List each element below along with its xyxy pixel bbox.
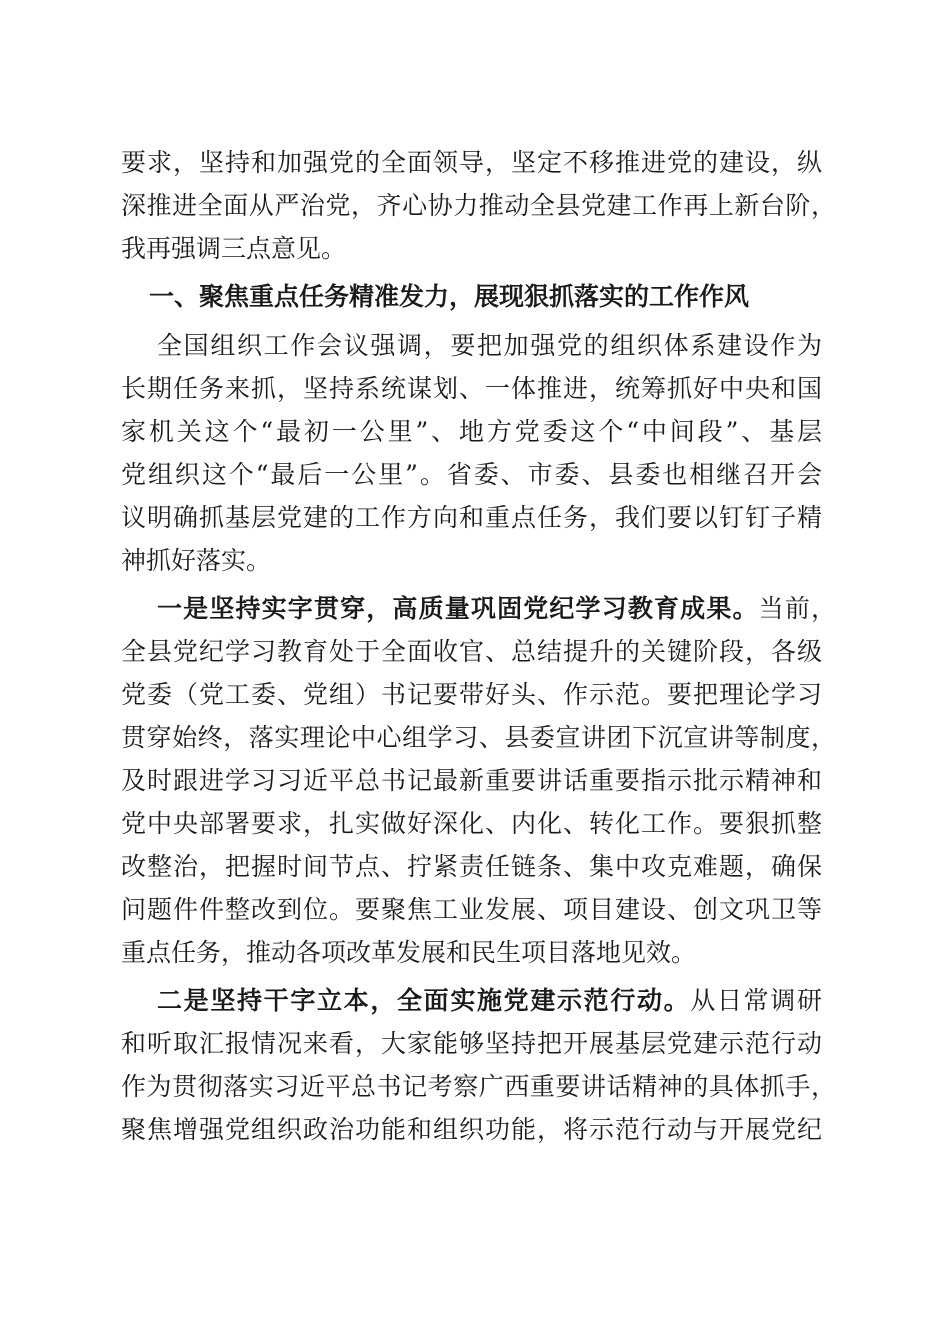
text-line: 深推进全面从严治党，齐心协力推动全县党建工作再上新台阶，	[121, 191, 836, 220]
text-line: 党中央部署要求，扎实做好深化、内化、转化工作。要狠抓整	[121, 809, 822, 838]
text-line: 聚焦增强党组织政治功能和组织功能，将示范行动与开展党纪	[121, 1115, 822, 1144]
text-line: 作为贯彻落实习近平总书记考察广西重要讲话精神的具体抓手，	[121, 1072, 836, 1101]
paragraph	[121, 141, 836, 270]
text-line: 神抓好落实。	[121, 546, 272, 575]
paragraph-lead: 二是坚持干字立本，全面实施党建示范行动。	[157, 986, 691, 1015]
paragraph-lead: 一是坚持实字贯穿，高质量巩固党纪学习教育成果。	[157, 594, 759, 623]
document-page	[121, 141, 836, 1156]
text-line: 长期任务来抓，坚持系统谋划、一体推进，统筹抓好中央和国	[121, 374, 822, 403]
text-line: 我再强调三点意见。	[121, 234, 347, 263]
text-line	[121, 979, 822, 1022]
text-line: 和听取汇报情况来看，大家能够坚持把开展基层党建示范行动	[121, 1029, 822, 1058]
text-line: 家机关这个“最初一公里”、地方党委这个“中间段”、基层	[121, 417, 822, 446]
paragraph-text: 当前，	[758, 594, 836, 623]
text-line: 党委（党工委、党组）书记要带好头、作示范。要把理论学习	[121, 680, 822, 709]
text-line: 一、聚焦重点任务精准发力，展现狠抓落实的工作作风	[149, 282, 750, 311]
paragraph	[121, 587, 836, 974]
text-line: 及时跟进学习习近平总书记最新重要讲话重要指示批示精神和	[121, 766, 822, 795]
text-line: 党组织这个“最后一公里”。省委、市委、县委也相继召开会	[121, 460, 822, 489]
text-line: 全国组织工作会议强调，要把加强党的组织体系建设作为	[157, 331, 822, 360]
section-heading	[121, 275, 822, 318]
paragraph-text: 从日常调研	[690, 986, 822, 1015]
text-line	[121, 587, 836, 630]
paragraph	[121, 324, 822, 582]
text-line: 议明确抓基层党建的工作方向和重点任务，我们要以钉钉子精	[121, 503, 822, 532]
paragraph	[121, 979, 836, 1151]
text-line: 改整治，把握时间节点、拧紧责任链条、集中攻克难题，确保	[121, 852, 822, 881]
text-line: 问题件件整改到位。要聚焦工业发展、项目建设、创文巩卫等	[121, 895, 822, 924]
text-line: 全县党纪学习教育处于全面收官、总结提升的关键阶段，各级	[121, 637, 822, 666]
text-line: 贯穿始终，落实理论中心组学习、县委宣讲团下沉宣讲等制度，	[121, 723, 836, 752]
text-line: 要求，坚持和加强党的全面领导，坚定不移推进党的建设，纵	[121, 148, 822, 177]
text-line: 重点任务，推动各项改革发展和民生项目落地见效。	[121, 938, 697, 967]
